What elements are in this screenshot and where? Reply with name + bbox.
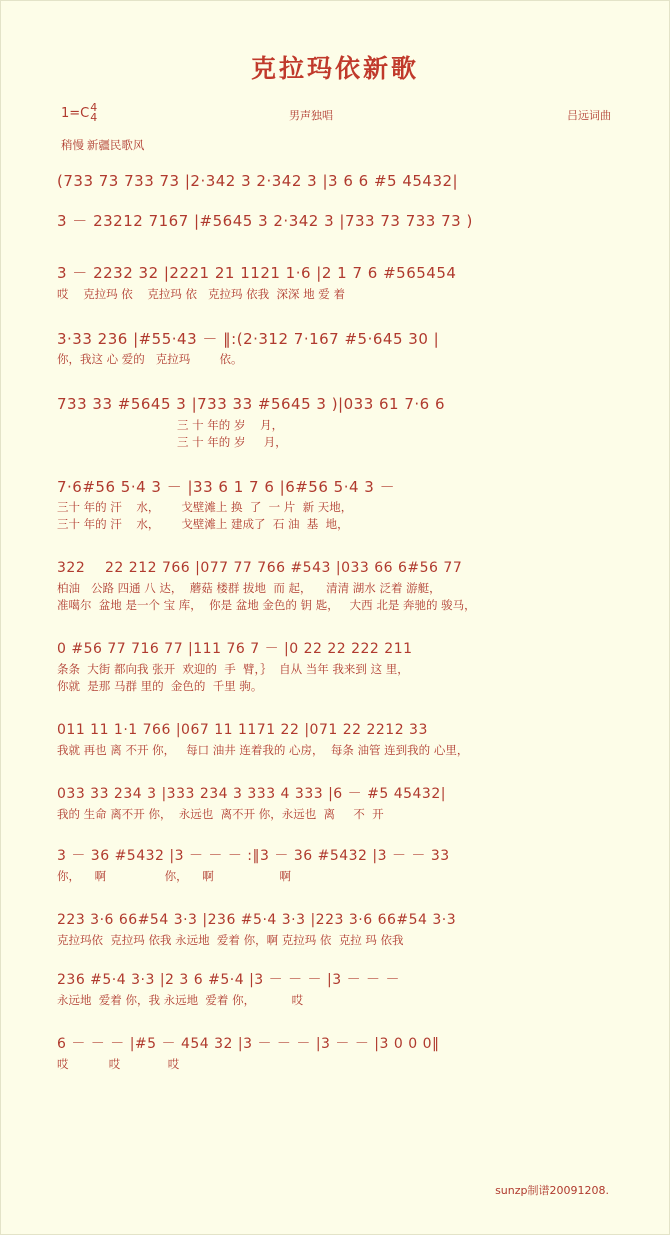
- meter-signature: [90, 103, 97, 124]
- music-system: [57, 393, 613, 450]
- lyric-line: 柏油 公路 四通 八 达， 蘑菇 楼群 拔地 而 起， 清清 湖水 泛着 游艇，: [57, 581, 441, 595]
- meter-denominator: 4: [90, 111, 98, 125]
- notation-line: 033 33 234 3 |333 234 3 333 4 333 |6 － #5 45432|: [57, 786, 446, 802]
- notation-line: 0 #56 77 716 77 |111 76 7 － |0 22 22 222 211: [57, 641, 413, 657]
- music-system: [57, 170, 613, 193]
- notation-line: 011 11 1·1 766 |067 11 1171 22 |071 22 2212 33: [57, 722, 428, 738]
- lyric-line: 三 十 年的 岁 月，: [177, 417, 284, 432]
- music-system: [57, 910, 613, 948]
- notation-line: 322 22 212 766 |077 77 766 #543 |033 66 6#56 77: [57, 560, 463, 576]
- lyric-line: 我就 再也 离 不开 你， 每口 油井 连着我的 心房， 每条 油管 连到我的 心里，: [57, 743, 469, 757]
- lyric-line: 哎 哎 哎: [57, 1057, 180, 1071]
- performance-note: 男声独唱: [289, 110, 333, 122]
- lyric-line: 你，我这 心 爱的 克拉玛 依。: [57, 352, 243, 366]
- notation-line: 7·6#56 5·4 3 － |33 6 1 7 6 |6#56 5·4 3 －: [57, 477, 396, 496]
- music-system: [57, 262, 613, 302]
- lyric-line: 条条 大街 都向我 张开 欢迎的 手 臂，｝ 自从 当年 我来到 这 里，: [57, 662, 409, 676]
- music-system: [57, 846, 613, 884]
- music-system: [57, 970, 613, 1008]
- lyric-line: 永远地 爱着 你，我 永远地 爱着 你， 哎: [57, 993, 304, 1007]
- notation-line: 3 － 23212 7167 |#5645 3 2·342 3 |733 73 733 73 ): [57, 211, 473, 230]
- lyric-line: 哎 克拉玛 依 克拉玛 依 克拉玛 依我 深深 地 爱 着: [57, 286, 345, 301]
- key-signature: [61, 103, 97, 124]
- lyric-line: 准噶尔 盆地 是一个 宝 库， 你是 盆地 金色的 钥 匙， 大西 北是 奔驰的 骏马，: [57, 598, 476, 612]
- music-system: [57, 1034, 613, 1072]
- music-system: [57, 328, 613, 368]
- footer-credit: sunzp制谱20091208.: [495, 1184, 609, 1197]
- lyric-line: 三十 年的 汗 水， 戈壁滩上 建成了 石 油 基 地，: [57, 517, 349, 531]
- music-body: [1, 170, 669, 1072]
- meter-numerator: 4: [90, 101, 98, 114]
- score-meta: [1, 103, 669, 129]
- lyric-line: 克拉玛依 克拉玛 依我 永远地 爱着 你，啊 克拉玛 依 克拉 玛 依我: [57, 933, 404, 947]
- notation-line: 223 3·6 66#54 3·3 |236 #5·4 3·3 |223 3·6 66#54 3·3: [57, 912, 457, 928]
- notation-line: 733 33 #5645 3 |733 33 #5645 3 )|033 61 7·6 6: [57, 395, 446, 413]
- tempo-marking: 稍慢 新疆民歌风: [61, 140, 145, 152]
- notation-line: 3 － 36 #5432 |3 － － － :‖3 － 36 #5432 |3 － － 33: [57, 848, 450, 864]
- music-system: [57, 784, 613, 822]
- lyric-line: 你， 啊 你， 啊 啊: [57, 869, 292, 883]
- page-title: 克拉玛依新歌: [250, 54, 419, 83]
- key-label: 1=C: [61, 105, 90, 121]
- lyric-line: 三十 年的 汗 水， 戈壁滩上 换 了 一 片 新 天地，: [57, 500, 353, 514]
- lyric-line: 三 十 年的 岁 月，: [177, 434, 287, 449]
- music-system: [57, 558, 613, 613]
- music-system: [57, 476, 613, 533]
- notation-line: (733 73 733 73 |2·342 3 2·342 3 |3 6 6 #5 45432|: [57, 172, 459, 190]
- music-system: [57, 720, 613, 758]
- music-system: [57, 639, 613, 694]
- lyric-line: 你就 是那 马群 里的 金色的 千里 驹。: [57, 679, 263, 693]
- composer-credit: 吕远词曲: [567, 110, 611, 122]
- notation-line: 3 － 2232 32 |2221 21 1121 1·6 |2 1 7 6 #565454: [57, 264, 457, 282]
- music-system: [57, 210, 613, 233]
- lyric-line: 我的 生命 离不开 你， 永远也 离不开 你，永远也 离 不 开: [57, 807, 384, 821]
- notation-line: 6 － － － |#5 － 454 32 |3 － － － |3 － － |3 0 0 0‖: [57, 1036, 440, 1052]
- notation-line: 3·33 236 |#55·43 － ‖:(2·312 7·167 #5·645 30 |: [57, 329, 440, 348]
- notation-line: 236 #5·4 3·3 |2 3 6 #5·4 |3 － － － |3 － － －: [57, 972, 400, 988]
